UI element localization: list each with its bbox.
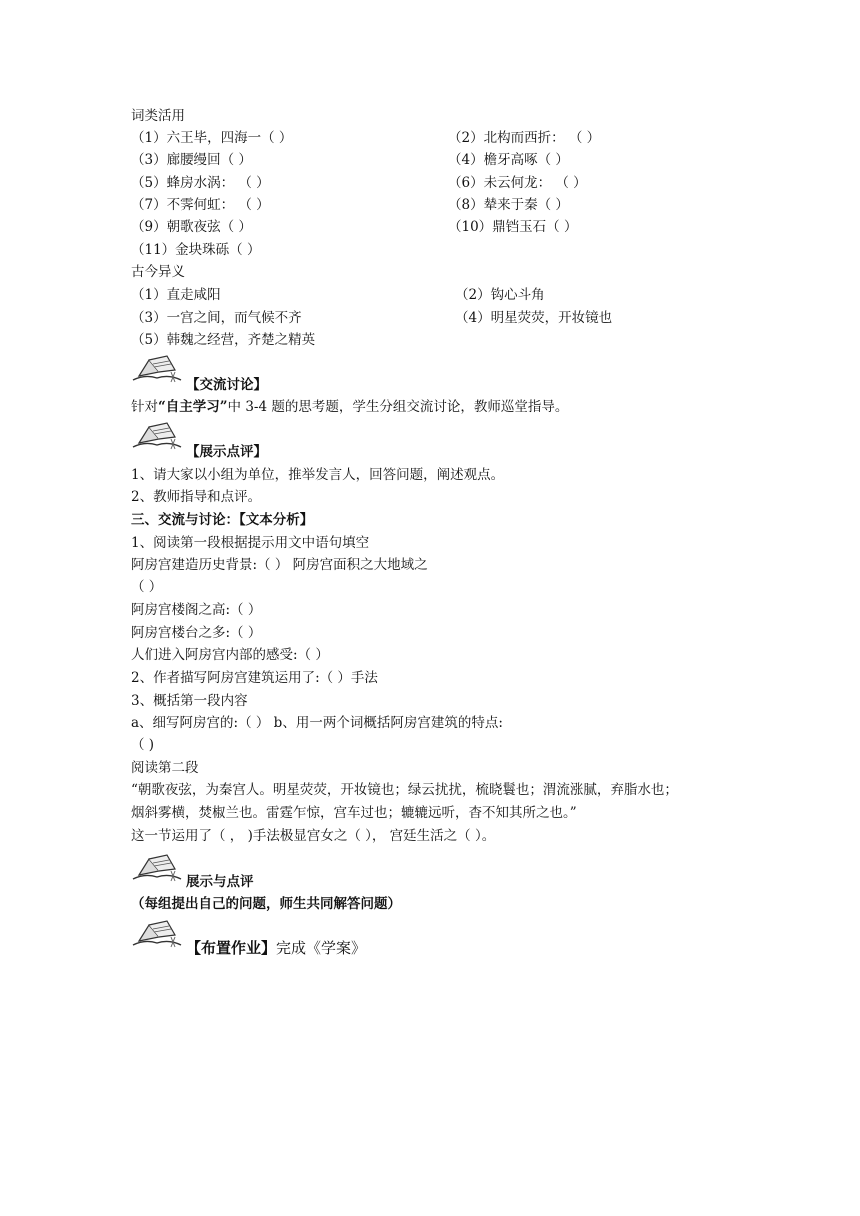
analysis-line-9: a、细写阿房宫的:（ ） b、用一两个词概括阿房宫建筑的特点: [131, 715, 503, 731]
quote-line-2: 烟斜雾横，焚椒兰也。雷霆乍惊，宫车过也；辘辘远听，杳不知其所之也。” [131, 805, 577, 821]
cilei-item-3: （3）廊腰缦回（ ） [131, 152, 252, 168]
analysis-line-2: 阿房宫建造历史背景:（ ） 阿房宫面积之大地域之 [131, 557, 428, 573]
cilei-item-2: （2）北构而西折： （ ） [448, 130, 601, 146]
analysis-line-5: 阿房宫楼台之多:（ ） [131, 625, 262, 641]
cilei-item-9: （9）朝歌夜弦（ ） [131, 219, 252, 235]
cilei-item-8: （8）辇来于秦（ ） [448, 197, 569, 213]
analysis-line-10: （ ) [131, 737, 155, 753]
book-icon [131, 354, 183, 384]
discussion-text: 针对“自主学习”中 3-4 题的思考题，学生分组交流讨论，教师巡堂指导。 [131, 399, 569, 415]
show-comment-note: （每组提出自己的问题，师生共同解答问题） [131, 896, 401, 912]
book-icon [131, 421, 183, 451]
gujin-item-1: （1）直走咸阳 [131, 287, 221, 303]
read-second-heading: 阅读第二段 [131, 760, 199, 776]
cilei-item-4: （4）檐牙高啄（ ） [448, 152, 569, 168]
book-icon [131, 919, 183, 949]
cilei-item-1: （1）六王毕，四海一（ ） [131, 130, 293, 146]
section-title-show-comment: 展示与点评 [186, 874, 254, 890]
analysis-line-3: （ ） [131, 579, 163, 595]
gujin-item-4: （4）明星荧荧，开妆镜也 [455, 310, 613, 326]
cilei-item-6: （6）未云何龙： （ ） [448, 175, 587, 191]
section-title-discussion: 【交流讨论】 [186, 377, 267, 393]
cilei-item-7: （7）不霁何虹： （ ） [131, 197, 270, 213]
book-icon [131, 853, 183, 883]
section-three-heading: 三、交流与讨论：【文本分析】 [131, 512, 314, 528]
analysis-line-6: 人们进入阿房宫内部的感受:（ ） [131, 647, 329, 663]
heading-word-class: 词类活用 [131, 108, 185, 124]
cilei-item-5: （5）蜂房水涡： （ ） [131, 175, 270, 191]
gujin-item-3: （3）一宫之间，而气候不齐 [131, 310, 302, 326]
display-line-1: 1、请大家以小组为单位，推举发言人，回答问题，阐述观点。 [131, 467, 505, 483]
section-title-display: 【展示点评】 [186, 444, 267, 460]
cilei-item-11: （11）金块珠砾（ ） [131, 242, 261, 258]
analysis-line-8: 3、概括第一段内容 [131, 693, 248, 709]
heading-ancient-modern: 古今异义 [131, 264, 185, 280]
gujin-item-2: （2）钩心斗角 [455, 287, 545, 303]
analysis-line-1: 1、阅读第一段根据提示用文中语句填空 [131, 535, 370, 551]
cilei-item-10: （10）鼎铛玉石（ ） [448, 219, 578, 235]
second-question: 这一节运用了（ ， )手法极显宫女之（ ）， 宫廷生活之（ ）。 [131, 828, 496, 844]
gujin-item-5: （5）韩魏之经营，齐楚之精英 [131, 332, 316, 348]
quote-line-1: “朝歌夜弦，为秦宫人。明星荧荧，开妆镜也；绿云扰扰，梳晓鬟也；渭流涨腻，弃脂水也； [131, 782, 678, 798]
analysis-line-4: 阿房宫楼阁之高:（ ） [131, 602, 262, 618]
display-line-2: 2、教师指导和点评。 [131, 489, 262, 505]
homework-line: 【布置作业】完成《学案》 [186, 939, 367, 957]
analysis-line-7: 2、作者描写阿房宫建筑运用了:（ ）手法 [131, 670, 378, 686]
